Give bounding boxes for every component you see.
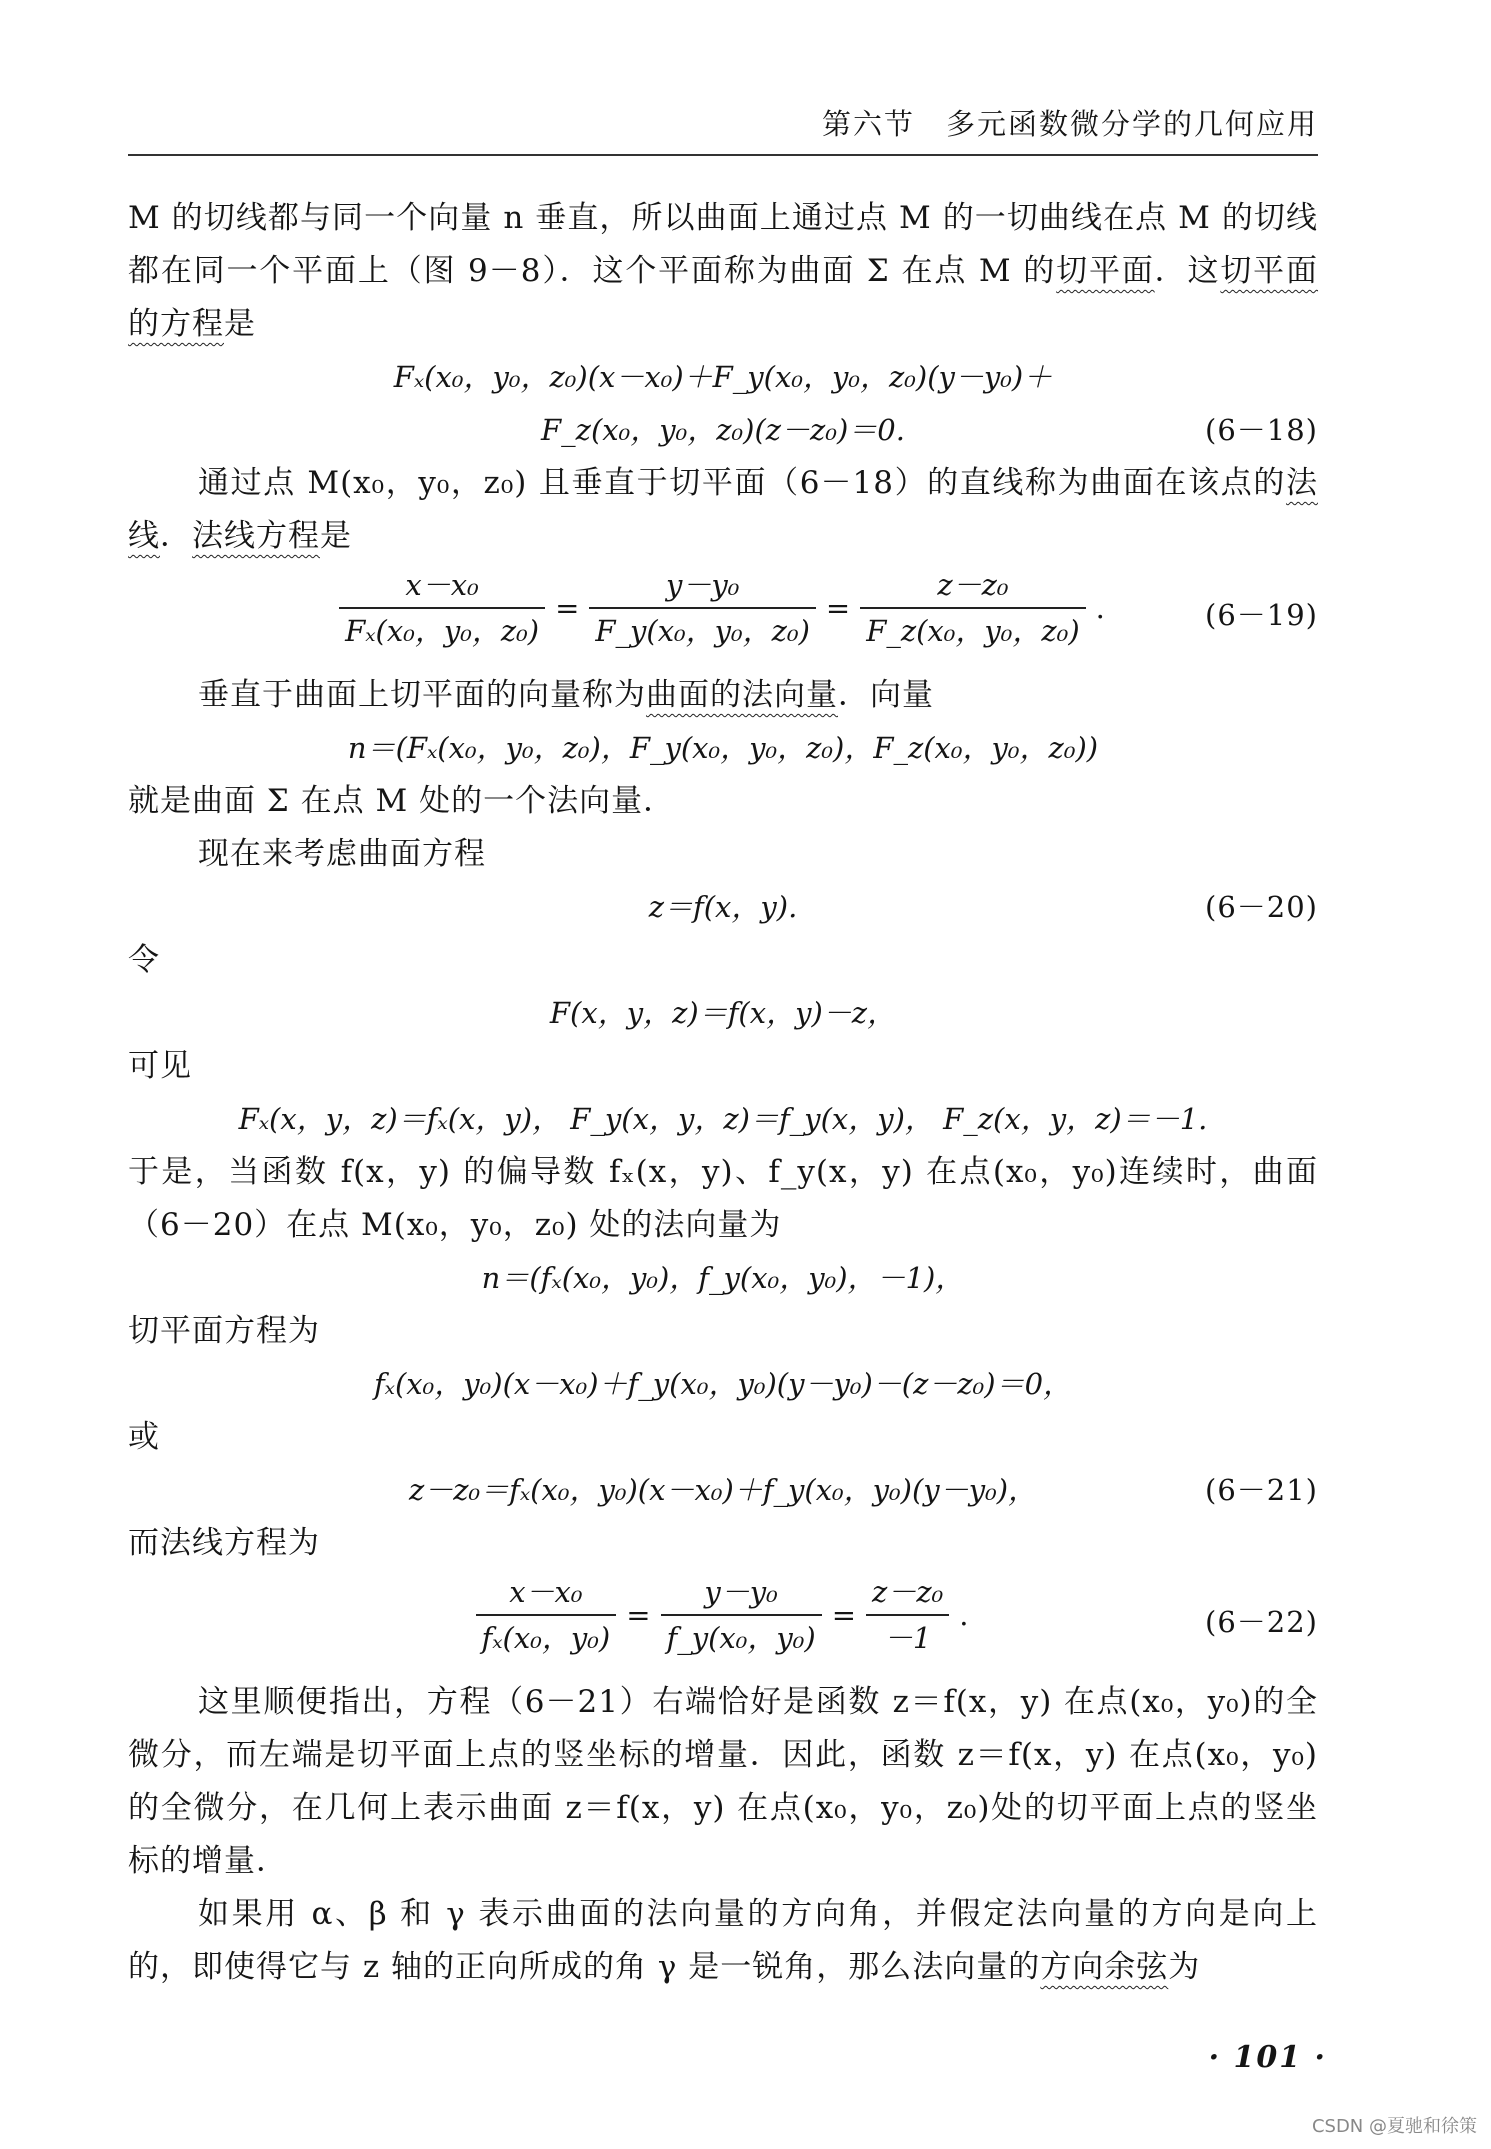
paragraph: 这里顺便指出，方程（6－21）右端恰好是函数 z＝f(x，y) 在点(x₀，y₀)的全微分，而左端是切平面上点的竖坐标的增量．因此，函数 z＝f(x，y) 在点(x₀，y₀)的全微分，在几何上表示曲面 z＝f(x，y) 在点(x₀，y₀，z₀)处的切平面上点的竖坐标的增量． [128,1684,1318,1879]
fraction [866,1570,949,1660]
equation-fractions [128,1570,1318,1660]
text: 是 [224,306,256,342]
denominator: F_y(x₀，y₀，z₀) [595,614,810,648]
text: M 的切线都与同一个向量 n 垂直，所以曲面上通过点 M 的一切曲线在点 M 的切线都在同一个平面上（图 9－8）．这个平面称为曲面 Σ 在点 M 的 [128,200,1318,289]
text: 是 [320,518,352,554]
equation-fractions [128,563,1318,653]
numerator: y－y₀ [661,1570,822,1616]
paragraph: 于是，当函数 f(x，y) 的偏导数 fₓ(x，y)、f_y(x，y) 在点(x₀，y₀)连续时，曲面（6－20）在点 M(x₀，y₀，z₀) 处的法向量为 [128,1154,1318,1243]
equation-tangent-plane [128,1358,1318,1411]
paragraph: 可见 [128,1048,192,1084]
equals-sign: = [555,590,580,625]
period: . [1095,590,1105,625]
equation-text: fₓ(x₀，y₀)(x－x₀)＋f_y(x₀，y₀)(y－y₀)－(z－z₀)＝0， [373,1367,1073,1401]
equation-text: z－z₀＝fₓ(x₀，y₀)(x－x₀)＋f_y(x₀，y₀)(y－y₀)， [408,1473,1038,1507]
equals-sign: = [825,590,851,625]
term-direction-cosines: 方向余弦 [1040,1949,1169,1985]
running-header [128,100,1318,156]
numerator: x－x₀ [339,563,545,609]
denominator: fₓ(x₀，y₀) [481,1621,611,1655]
watermark: CSDN @夏驰和徐策 [1311,2116,1477,2137]
paragraph: 而法线方程为 [128,1525,320,1561]
paragraph [128,457,1318,563]
text: ．向量 [838,677,934,713]
paragraph [128,1888,1318,1994]
term-normal-line-equation: 法线方程 [192,518,320,554]
period: . [959,1597,969,1632]
equation-number: (6－18) [1205,413,1318,447]
equation-partials [128,1093,1318,1146]
paragraph: 或 [128,1419,160,1455]
paragraph [128,669,1318,722]
page-number: · 101 · [1208,2040,1327,2075]
equation-text: Fₓ(x，y，z)＝fₓ(x，y)， F_y(x，y，z)＝f_y(x，y)， F_z(x，y，z)＝－1. [238,1102,1208,1136]
paragraph: 就是曲面 Σ 在点 M 处的一个法向量． [128,783,676,819]
equation-text: Fₓ(x₀，y₀，z₀)(x－x₀)＋F_y(x₀，y₀，z₀)(y－y₀)＋ [393,360,1053,394]
equation-6-20 [128,881,1318,934]
denominator: Fₓ(x₀，y₀，z₀) [345,614,540,648]
numerator: z－z₀ [860,563,1085,609]
text: ． [160,518,192,554]
equation-F-definition [128,987,1318,1040]
denominator: －1 [883,1621,932,1655]
fraction [589,563,816,653]
equation-text: F_z(x₀，y₀，z₀)(z－z₀)＝0. [541,413,905,447]
paragraph [128,192,1318,351]
term-normal-line: 法线 [128,465,1318,554]
equals-sign: = [626,1597,651,1632]
equation-6-21 [128,1464,1318,1517]
equation-6-19 [128,563,1318,669]
text: 通过点 M(x₀，y₀，z₀) 且垂直于切平面（6－18）的直线称为曲面在该点的 [198,465,1286,501]
denominator: f_y(x₀，y₀) [666,1621,816,1655]
page-body [128,192,1318,1994]
text: 为 [1168,1949,1201,1985]
equation-text: z＝f(x，y). [648,890,798,924]
section-title: 第六节 多元函数微分学的几何应用 [821,107,1318,141]
fraction [476,1570,617,1660]
equation-6-18-line1 [128,351,1318,404]
fraction [661,1570,822,1660]
equation-6-18-line2 [128,404,1318,457]
equation-text: F(x，y，z)＝f(x，y)－z， [549,996,897,1030]
equation-text: n＝(fₓ(x₀，y₀)，f_y(x₀，y₀)，－1)， [481,1261,965,1295]
equation-number: (6－20) [1205,890,1318,924]
equation-text: n＝(Fₓ(x₀，y₀，z₀)，F_y(x₀，y₀，z₀)，F_z(x₀，y₀，z₀)) [347,731,1099,765]
equation-6-22 [128,1570,1318,1676]
equation-normal-vector-2 [128,1252,1318,1305]
paragraph: 令 [128,942,160,978]
text: 如果用 α、β 和 γ 表示曲面的法向量的方向角，并假定法向量的方向是向上的，即使得它与 z 轴的正向所成的角 γ 是一锐角，那么法向量的 [128,1896,1318,1985]
text: ．这 [1154,253,1221,289]
equation-number: (6－22) [1205,1605,1318,1639]
equals-sign: = [831,1597,857,1632]
denominator: F_z(x₀，y₀，z₀) [866,614,1080,648]
text: 垂直于曲面上切平面的向量称为 [198,677,646,713]
paragraph: 切平面方程为 [128,1313,320,1349]
equation-number: (6－19) [1205,598,1318,632]
equation-number: (6－21) [1205,1473,1318,1507]
numerator: z－z₀ [866,1570,949,1616]
numerator: x－x₀ [476,1570,617,1616]
equation-normal-vector [128,722,1318,775]
paragraph: 现在来考虑曲面方程 [198,836,486,872]
term-surface-normal: 曲面的法向量 [646,677,838,713]
fraction [860,563,1085,653]
term-tangent-plane: 切平面 [1056,253,1155,289]
term-tangent-plane-equation: 切平面的方程 [128,253,1319,342]
numerator: y－y₀ [589,563,816,609]
fraction [339,563,545,653]
